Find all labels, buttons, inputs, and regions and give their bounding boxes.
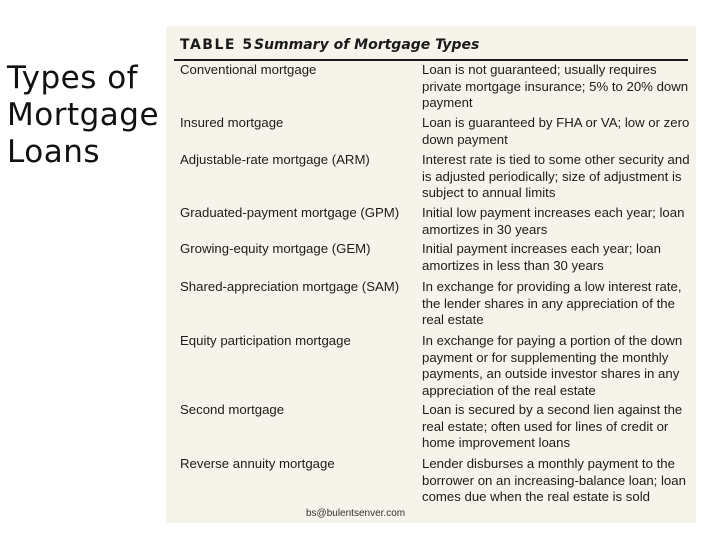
mortgage-type: Conventional mortgage: [180, 62, 317, 77]
mortgage-type: Equity participation mortgage: [180, 333, 351, 348]
mortgage-type: Adjustable-rate mortgage (ARM): [180, 152, 370, 167]
table-caption: Summary of Mortgage Types: [254, 37, 480, 53]
mortgage-description: Interest rate is tied to some other security and is adjusted periodically; size of adjustment is subject to annual limits: [422, 152, 690, 200]
mortgage-description: Initial payment increases each year; loan amortizes in less than 30 years: [422, 241, 661, 273]
table-label: TABLE 5: [180, 37, 254, 53]
mortgage-type: Second mortgage: [180, 402, 285, 417]
mortgage-type: Reverse annuity mortgage: [180, 456, 335, 471]
slide-title: Types of Mortgage Loans: [7, 60, 160, 171]
mortgage-description: Lender disburses a monthly payment to the borrower on an increasing-balance loan; loan comes due when the real estate is sold: [422, 456, 686, 504]
mortgage-table-image: [166, 26, 696, 523]
mortgage-type: Insured mortgage: [180, 115, 284, 130]
mortgage-description: Loan is not guaranteed; usually requires private mortgage insurance; 5% to 20% down payment: [422, 62, 689, 110]
mortgage-type: Growing-equity mortgage (GEM): [180, 241, 371, 256]
mortgage-description: In exchange for providing a low interest rate, the lender shares in any appreciation of the real estate: [422, 279, 682, 327]
mortgage-description: Loan is secured by a second lien against the real estate; often used for lines of credit or home improvement loans: [422, 402, 683, 450]
mortgage-description: Loan is guaranteed by FHA or VA; low or zero down payment: [422, 115, 690, 147]
mortgage-description: In exchange for paying a portion of the down payment or for supplementing the monthly payments, an outside investor shares in any appreciation of the real estate: [422, 333, 683, 398]
footer-email: bs@bulentsenver.com: [306, 508, 406, 519]
mortgage-type: Graduated-payment mortgage (GPM): [180, 205, 400, 220]
mortgage-description: Initial low payment increases each year; loan amortizes in 30 years: [422, 205, 685, 237]
mortgage-type: Shared-appreciation mortgage (SAM): [180, 279, 400, 294]
table-header: [174, 33, 688, 61]
